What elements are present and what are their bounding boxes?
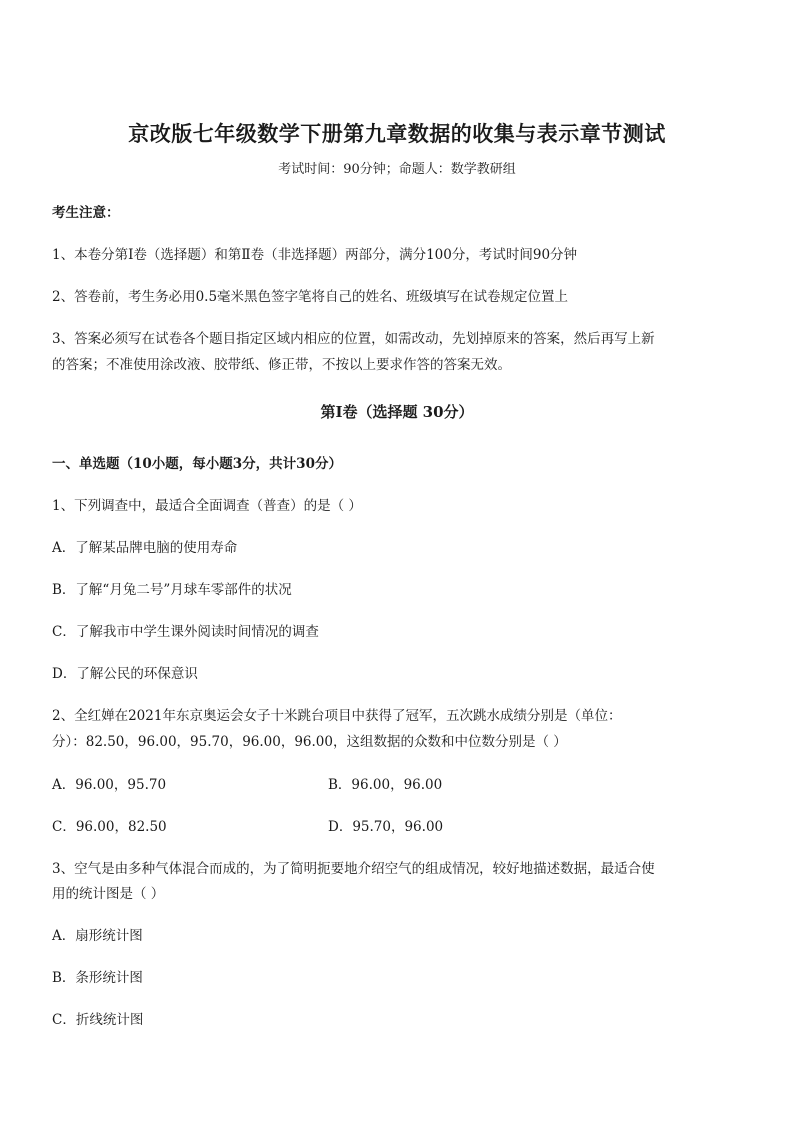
- notice-item: 1、本卷分第Ⅰ卷（选择题）和第Ⅱ卷（非选择题）两部分，满分100分，考试时间90分钟: [52, 247, 578, 263]
- question-3-option-b: B．条形统计图: [52, 970, 143, 986]
- question-2-option-b: B．96.00，96.00: [328, 777, 443, 793]
- question-2-stem-continued: 分）：82.50，96.00，95.70，96.00，96.00，这组数据的众数和中位数分别是（ ）: [52, 734, 567, 750]
- notice-item: 3、答案必须写在试卷各个题目指定区域内相应的位置，如需改动，先划掉原来的答案，然后再写上新: [52, 331, 655, 347]
- question-2-stem: 2、全红婵在2021年东京奥运会女子十米跳台项目中获得了冠军，五次跳水成绩分别是（单位：: [52, 708, 622, 724]
- question-3-option-a: A．扇形统计图: [52, 928, 143, 944]
- question-2-option-d: D．95.70，96.00: [328, 819, 444, 835]
- question-2-option-c: C．96.00，82.50: [52, 819, 167, 835]
- part-title: 第Ⅰ卷（选择题 30分）: [320, 403, 474, 421]
- exam-info: 考试时间：90分钟；命题人：数学教研组: [278, 162, 516, 177]
- question-1-stem: 1、下列调查中，最适合全面调查（普查）的是（ ）: [52, 498, 362, 514]
- section-heading: 一、单选题（10小题，每小题3分，共计30分）: [52, 456, 342, 472]
- question-3-stem: 3、空气是由多种气体混合而成的，为了简明扼要地介绍空气的组成情况，较好地描述数据，最适合使: [52, 861, 655, 877]
- question-1-option-a: A．了解某品牌电脑的使用寿命: [52, 540, 238, 556]
- question-2-option-a: A．96.00，95.70: [52, 777, 167, 793]
- notice-heading: 考生注意：: [52, 205, 120, 221]
- question-3-option-c: C．折线统计图: [52, 1012, 144, 1028]
- notice-item: 2、答卷前，考生务必用0.5毫米黑色签字笔将自己的姓名、班级填写在试卷规定位置上: [52, 289, 569, 305]
- question-1-option-c: C．了解我市中学生课外阅读时间情况的调查: [52, 624, 319, 640]
- notice-item-continued: 的答案；不准使用涂改液、胶带纸、修正带，不按以上要求作答的答案无效。: [52, 357, 511, 373]
- page-title: 京改版七年级数学下册第九章数据的收集与表示章节测试: [128, 121, 666, 146]
- question-1-option-b: B．了解“月兔二号”月球车零部件的状况: [52, 582, 292, 598]
- question-1-option-d: D．了解公民的环保意识: [52, 666, 198, 682]
- question-3-stem-continued: 用的统计图是（ ）: [52, 886, 165, 902]
